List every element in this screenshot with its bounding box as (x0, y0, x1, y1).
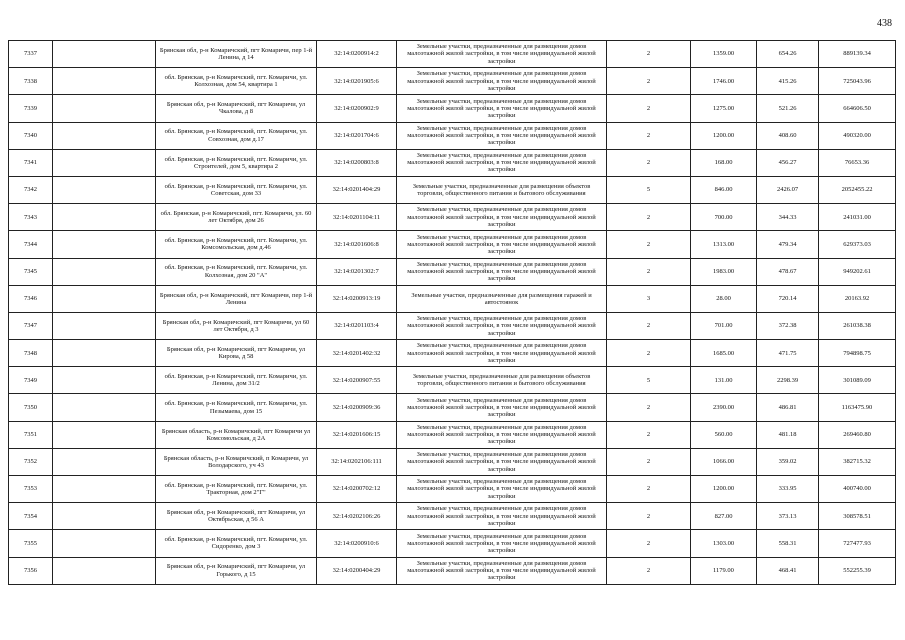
specific-value-cell: 344.33 (757, 204, 819, 231)
spacer-cell (53, 95, 156, 122)
table-row (9, 122, 896, 149)
cadastral-number-cell: 32:14:0201104:11 (317, 204, 397, 231)
spacer-cell (53, 394, 156, 421)
area-cell: 1983.00 (691, 258, 757, 285)
specific-value-cell: 521.26 (757, 95, 819, 122)
cadastral-number-cell: 32:14:0201606:15 (317, 421, 397, 448)
cadastral-number-cell: 32:14:0202106:26 (317, 503, 397, 530)
cadastral-value-cell: 490320.00 (819, 122, 896, 149)
spacer-cell (53, 503, 156, 530)
row-number-cell: 7350 (9, 394, 53, 421)
row-number-cell: 7347 (9, 312, 53, 339)
table-row (9, 95, 896, 122)
cadastral-value-cell: 76653.36 (819, 149, 896, 176)
cadastral-number-cell: 32:14:0201905:6 (317, 68, 397, 95)
group-cell: 2 (607, 394, 691, 421)
specific-value-cell: 333.95 (757, 476, 819, 503)
cadastral-value-cell: 949202.61 (819, 258, 896, 285)
group-cell: 2 (607, 503, 691, 530)
area-cell: 846.00 (691, 176, 757, 203)
area-cell: 2390.00 (691, 394, 757, 421)
area-cell: 560.00 (691, 421, 757, 448)
spacer-cell (53, 340, 156, 367)
cadastral-value-cell: 382715.32 (819, 448, 896, 475)
cadastral-value-cell: 301089.09 (819, 367, 896, 394)
cadastral-value-cell: 889139.34 (819, 41, 896, 68)
cadastral-number-cell: 32:14:0201606:8 (317, 231, 397, 258)
spacer-cell (53, 367, 156, 394)
cadastral-value-cell: 2052455.22 (819, 176, 896, 203)
spacer-cell (53, 312, 156, 339)
area-cell: 700.00 (691, 204, 757, 231)
group-cell: 2 (607, 95, 691, 122)
area-cell: 1179.00 (691, 557, 757, 584)
row-number-cell: 7353 (9, 476, 53, 503)
land-use-cell: Земельные участки, предназначенные для размещения домов малоэтажной жилой застройки, в том числе индивидуальной жилой застройки (397, 95, 607, 122)
group-cell: 2 (607, 258, 691, 285)
group-cell: 2 (607, 530, 691, 557)
spacer-cell (53, 421, 156, 448)
land-use-cell: Земельные участки, предназначенные для размещения домов малоэтажной жилой застройки, в том числе индивидуальной жилой застройки (397, 312, 607, 339)
table-row (9, 421, 896, 448)
cadastral-value-cell: 794898.75 (819, 340, 896, 367)
address-cell: Брянская обл, р-н Комаричский, пгт Комаричи, пер 1-й Ленина (156, 285, 317, 312)
row-number-cell: 7340 (9, 122, 53, 149)
address-cell: обл. Брянская, р-н Комаричский, пгт. Комаричи, ул. Совхозная, дом д.17 (156, 122, 317, 149)
group-cell: 2 (607, 340, 691, 367)
table-row (9, 367, 896, 394)
row-number-cell: 7354 (9, 503, 53, 530)
cadastral-number-cell: 32:14:0200909:36 (317, 394, 397, 421)
land-use-cell: Земельные участки, предназначенные для размещения домов малоэтажной жилой застройки, в том числе индивидуальной жилой застройки (397, 68, 607, 95)
specific-value-cell: 415.26 (757, 68, 819, 95)
table-row (9, 312, 896, 339)
specific-value-cell: 372.38 (757, 312, 819, 339)
address-cell: Брянская обл, р-н Комаричский, пгт Комаричи, ул Чкалова, д 8 (156, 95, 317, 122)
address-cell: обл. Брянская, р-н Комаричский, пгт. Комаричи, ул. Строителей, дом 5, квартира 2 (156, 149, 317, 176)
specific-value-cell: 479.34 (757, 231, 819, 258)
cadastral-number-cell: 32:14:0201404:29 (317, 176, 397, 203)
land-use-cell: Земельные участки, предназначенные для размещения домов малоэтажной жилой застройки, в том числе индивидуальной жилой застройки (397, 204, 607, 231)
table-row (9, 476, 896, 503)
spacer-cell (53, 68, 156, 95)
group-cell: 2 (607, 231, 691, 258)
cadastral-number-cell: 32:14:0200914:2 (317, 41, 397, 68)
table-row (9, 557, 896, 584)
spacer-cell (53, 448, 156, 475)
table-body (9, 41, 896, 585)
table-row (9, 176, 896, 203)
address-cell: Брянская обл, р-н Комаричский, пгт Комаричи, ул Кирова, д 58 (156, 340, 317, 367)
specific-value-cell: 408.60 (757, 122, 819, 149)
cadastral-value-cell: 1163475.90 (819, 394, 896, 421)
spacer-cell (53, 149, 156, 176)
group-cell: 2 (607, 421, 691, 448)
group-cell: 2 (607, 312, 691, 339)
cadastral-value-cell: 725043.96 (819, 68, 896, 95)
address-cell: обл. Брянская, р-н Комаричский, пгт. Комаричи, ул. Колхозная, дом 54, квартира 1 (156, 68, 317, 95)
land-use-cell: Земельные участки, предназначенные для размещения домов малоэтажной жилой застройки, в том числе индивидуальной жилой застройки (397, 394, 607, 421)
cadastral-value-cell: 20163.92 (819, 285, 896, 312)
cadastral-value-cell: 664606.50 (819, 95, 896, 122)
cadastral-number-cell: 32:14:0200803:8 (317, 149, 397, 176)
specific-value-cell: 478.67 (757, 258, 819, 285)
specific-value-cell: 2426.07 (757, 176, 819, 203)
land-use-cell: Земельные участки, предназначенные для размещения гаражей и автостоянок (397, 285, 607, 312)
specific-value-cell: 558.31 (757, 530, 819, 557)
area-cell: 28.00 (691, 285, 757, 312)
address-cell: Брянская обл, р-н Комаричский, пгт Комаричи, ул Октябрьская, д 56 А (156, 503, 317, 530)
area-cell: 1275.00 (691, 95, 757, 122)
specific-value-cell: 486.81 (757, 394, 819, 421)
group-cell: 2 (607, 41, 691, 68)
table-row (9, 41, 896, 68)
table-row (9, 530, 896, 557)
spacer-cell (53, 476, 156, 503)
address-cell: обл. Брянская, р-н Комаричский, пгт. Комаричи, ул. Колхозная, дом 20 "А" (156, 258, 317, 285)
cadastral-number-cell: 32:14:0201704:6 (317, 122, 397, 149)
area-cell: 131.00 (691, 367, 757, 394)
land-use-cell: Земельные участки, предназначенные для размещения объектов торговли, общественного питания и бытового обслуживания (397, 367, 607, 394)
cadastral-number-cell: 32:14:0201402:32 (317, 340, 397, 367)
row-number-cell: 7338 (9, 68, 53, 95)
land-use-cell: Земельные участки, предназначенные для размещения домов малоэтажной жилой застройки, в том числе индивидуальной жилой застройки (397, 421, 607, 448)
cadastral-number-cell: 32:14:0202106:111 (317, 448, 397, 475)
table-row (9, 68, 896, 95)
land-use-cell: Земельные участки, предназначенные для размещения объектов торговли, общественного питания и бытового обслуживания (397, 176, 607, 203)
row-number-cell: 7342 (9, 176, 53, 203)
cadastral-number-cell: 32:14:0200702:12 (317, 476, 397, 503)
land-use-cell: Земельные участки, предназначенные для размещения домов малоэтажной жилой застройки, в том числе индивидуальной жилой застройки (397, 41, 607, 68)
cadastral-value-cell: 308578.51 (819, 503, 896, 530)
table-row (9, 258, 896, 285)
land-use-cell: Земельные участки, предназначенные для размещения домов малоэтажной жилой застройки, в том числе индивидуальной жилой застройки (397, 122, 607, 149)
specific-value-cell: 481.18 (757, 421, 819, 448)
specific-value-cell: 2298.39 (757, 367, 819, 394)
address-cell: Брянская обл, р-н Комаричский, пгт Комаричи, ул Горького, д 15 (156, 557, 317, 584)
land-use-cell: Земельные участки, предназначенные для размещения домов малоэтажной жилой застройки, в том числе индивидуальной жилой застройки (397, 557, 607, 584)
row-number-cell: 7355 (9, 530, 53, 557)
spacer-cell (53, 285, 156, 312)
area-cell: 1313.00 (691, 231, 757, 258)
area-cell: 1200.00 (691, 122, 757, 149)
cadastral-number-cell: 32:14:0200902:9 (317, 95, 397, 122)
area-cell: 1359.00 (691, 41, 757, 68)
area-cell: 168.00 (691, 149, 757, 176)
spacer-cell (53, 204, 156, 231)
group-cell: 2 (607, 448, 691, 475)
table-row (9, 340, 896, 367)
spacer-cell (53, 258, 156, 285)
cadastral-value-cell: 629373.03 (819, 231, 896, 258)
table-row (9, 149, 896, 176)
area-cell: 1200.00 (691, 476, 757, 503)
cadastral-value-cell: 552255.39 (819, 557, 896, 584)
row-number-cell: 7346 (9, 285, 53, 312)
specific-value-cell: 359.02 (757, 448, 819, 475)
land-use-cell: Земельные участки, предназначенные для размещения домов малоэтажной жилой застройки, в том числе индивидуальной жилой застройки (397, 448, 607, 475)
land-use-cell: Земельные участки, предназначенные для размещения домов малоэтажной жилой застройки, в том числе индивидуальной жилой застройки (397, 503, 607, 530)
land-use-cell: Земельные участки, предназначенные для размещения домов малоэтажной жилой застройки, в том числе индивидуальной жилой застройки (397, 476, 607, 503)
row-number-cell: 7349 (9, 367, 53, 394)
land-use-cell: Земельные участки, предназначенные для размещения домов малоэтажной жилой застройки, в том числе индивидуальной жилой застройки (397, 340, 607, 367)
cadastral-number-cell: 32:14:0200910:6 (317, 530, 397, 557)
row-number-cell: 7351 (9, 421, 53, 448)
row-number-cell: 7339 (9, 95, 53, 122)
land-use-cell: Земельные участки, предназначенные для размещения домов малоэтажной жилой застройки, в том числе индивидуальной жилой застройки (397, 258, 607, 285)
cadastral-number-cell: 32:14:0200913:19 (317, 285, 397, 312)
specific-value-cell: 720.14 (757, 285, 819, 312)
row-number-cell: 7345 (9, 258, 53, 285)
row-number-cell: 7341 (9, 149, 53, 176)
table-row (9, 394, 896, 421)
specific-value-cell: 654.26 (757, 41, 819, 68)
group-cell: 2 (607, 122, 691, 149)
area-cell: 1303.00 (691, 530, 757, 557)
table-row (9, 204, 896, 231)
group-cell: 5 (607, 176, 691, 203)
spacer-cell (53, 122, 156, 149)
area-cell: 1685.00 (691, 340, 757, 367)
spacer-cell (53, 231, 156, 258)
cadastral-value-cell: 269460.80 (819, 421, 896, 448)
group-cell: 2 (607, 68, 691, 95)
cadastral-value-cell: 261038.38 (819, 312, 896, 339)
address-cell: Брянская область, р-н Комаричский, п Комаричи, ул Володарского, уч 43 (156, 448, 317, 475)
page-number: 438 (877, 18, 892, 29)
address-cell: обл. Брянская, р-н Комаричский, пгт. Комаричи, ул. Сидоренко, дом 3 (156, 530, 317, 557)
row-number-cell: 7348 (9, 340, 53, 367)
cadastral-value-cell: 241031.00 (819, 204, 896, 231)
table-row (9, 285, 896, 312)
address-cell: обл. Брянская, р-н Комаричский, пгт. Комаричи, ул. Ленина, дом 31/2 (156, 367, 317, 394)
specific-value-cell: 468.41 (757, 557, 819, 584)
cadastral-number-cell: 32:14:0201302:7 (317, 258, 397, 285)
row-number-cell: 7344 (9, 231, 53, 258)
specific-value-cell: 456.27 (757, 149, 819, 176)
specific-value-cell: 373.13 (757, 503, 819, 530)
land-use-cell: Земельные участки, предназначенные для размещения домов малоэтажной жилой застройки, в том числе индивидуальной жилой застройки (397, 149, 607, 176)
row-number-cell: 7356 (9, 557, 53, 584)
land-use-cell: Земельные участки, предназначенные для размещения домов малоэтажной жилой застройки, в том числе индивидуальной жилой застройки (397, 530, 607, 557)
cadastral-value-table (8, 40, 896, 585)
address-cell: Брянская обл, р-н Комаричский, пгт Комаричи, ул 60 лет Октября, д 3 (156, 312, 317, 339)
cadastral-number-cell: 32:14:0200404:29 (317, 557, 397, 584)
specific-value-cell: 471.75 (757, 340, 819, 367)
cadastral-value-cell: 400740.00 (819, 476, 896, 503)
cadastral-value-cell: 727477.93 (819, 530, 896, 557)
area-cell: 1746.00 (691, 68, 757, 95)
address-cell: Брянская область, р-н Комаричский, пгт Комаричи ул Комсомольская, д 2А (156, 421, 317, 448)
area-cell: 701.00 (691, 312, 757, 339)
table-row (9, 503, 896, 530)
group-cell: 5 (607, 367, 691, 394)
row-number-cell: 7352 (9, 448, 53, 475)
spacer-cell (53, 41, 156, 68)
address-cell: обл. Брянская, р-н Комаричский, пгт. Комаричи, ул. Пезымаева, дом 15 (156, 394, 317, 421)
area-cell: 827.00 (691, 503, 757, 530)
row-number-cell: 7343 (9, 204, 53, 231)
address-cell: обл. Брянская, р-н Комаричский, пгт. Комаричи, ул. Тракторная, дом 2"Г" (156, 476, 317, 503)
spacer-cell (53, 176, 156, 203)
address-cell: обл. Брянская, р-н Комаричский, пгт. Комаричи, ул. 60 лет Октября, дом 26 (156, 204, 317, 231)
group-cell: 2 (607, 149, 691, 176)
row-number-cell: 7337 (9, 41, 53, 68)
area-cell: 1066.00 (691, 448, 757, 475)
land-use-cell: Земельные участки, предназначенные для размещения домов малоэтажной жилой застройки, в том числе индивидуальной жилой застройки (397, 231, 607, 258)
group-cell: 2 (607, 557, 691, 584)
cadastral-number-cell: 32:14:0200907:55 (317, 367, 397, 394)
address-cell: обл. Брянская, р-н Комаричский, пгт. Комаричи, ул. Советская, дом 33 (156, 176, 317, 203)
address-cell: Брянская обл, р-н Комаричский, пгт Комаричи, пер 1-й Ленина, д 14 (156, 41, 317, 68)
group-cell: 2 (607, 476, 691, 503)
table-row (9, 231, 896, 258)
spacer-cell (53, 530, 156, 557)
group-cell: 3 (607, 285, 691, 312)
cadastral-number-cell: 32:14:0201103:4 (317, 312, 397, 339)
group-cell: 2 (607, 204, 691, 231)
spacer-cell (53, 557, 156, 584)
table-row (9, 448, 896, 475)
address-cell: обл. Брянская, р-н Комаричский, пгт. Комаричи, ул. Комсомольская, дом д.46 (156, 231, 317, 258)
